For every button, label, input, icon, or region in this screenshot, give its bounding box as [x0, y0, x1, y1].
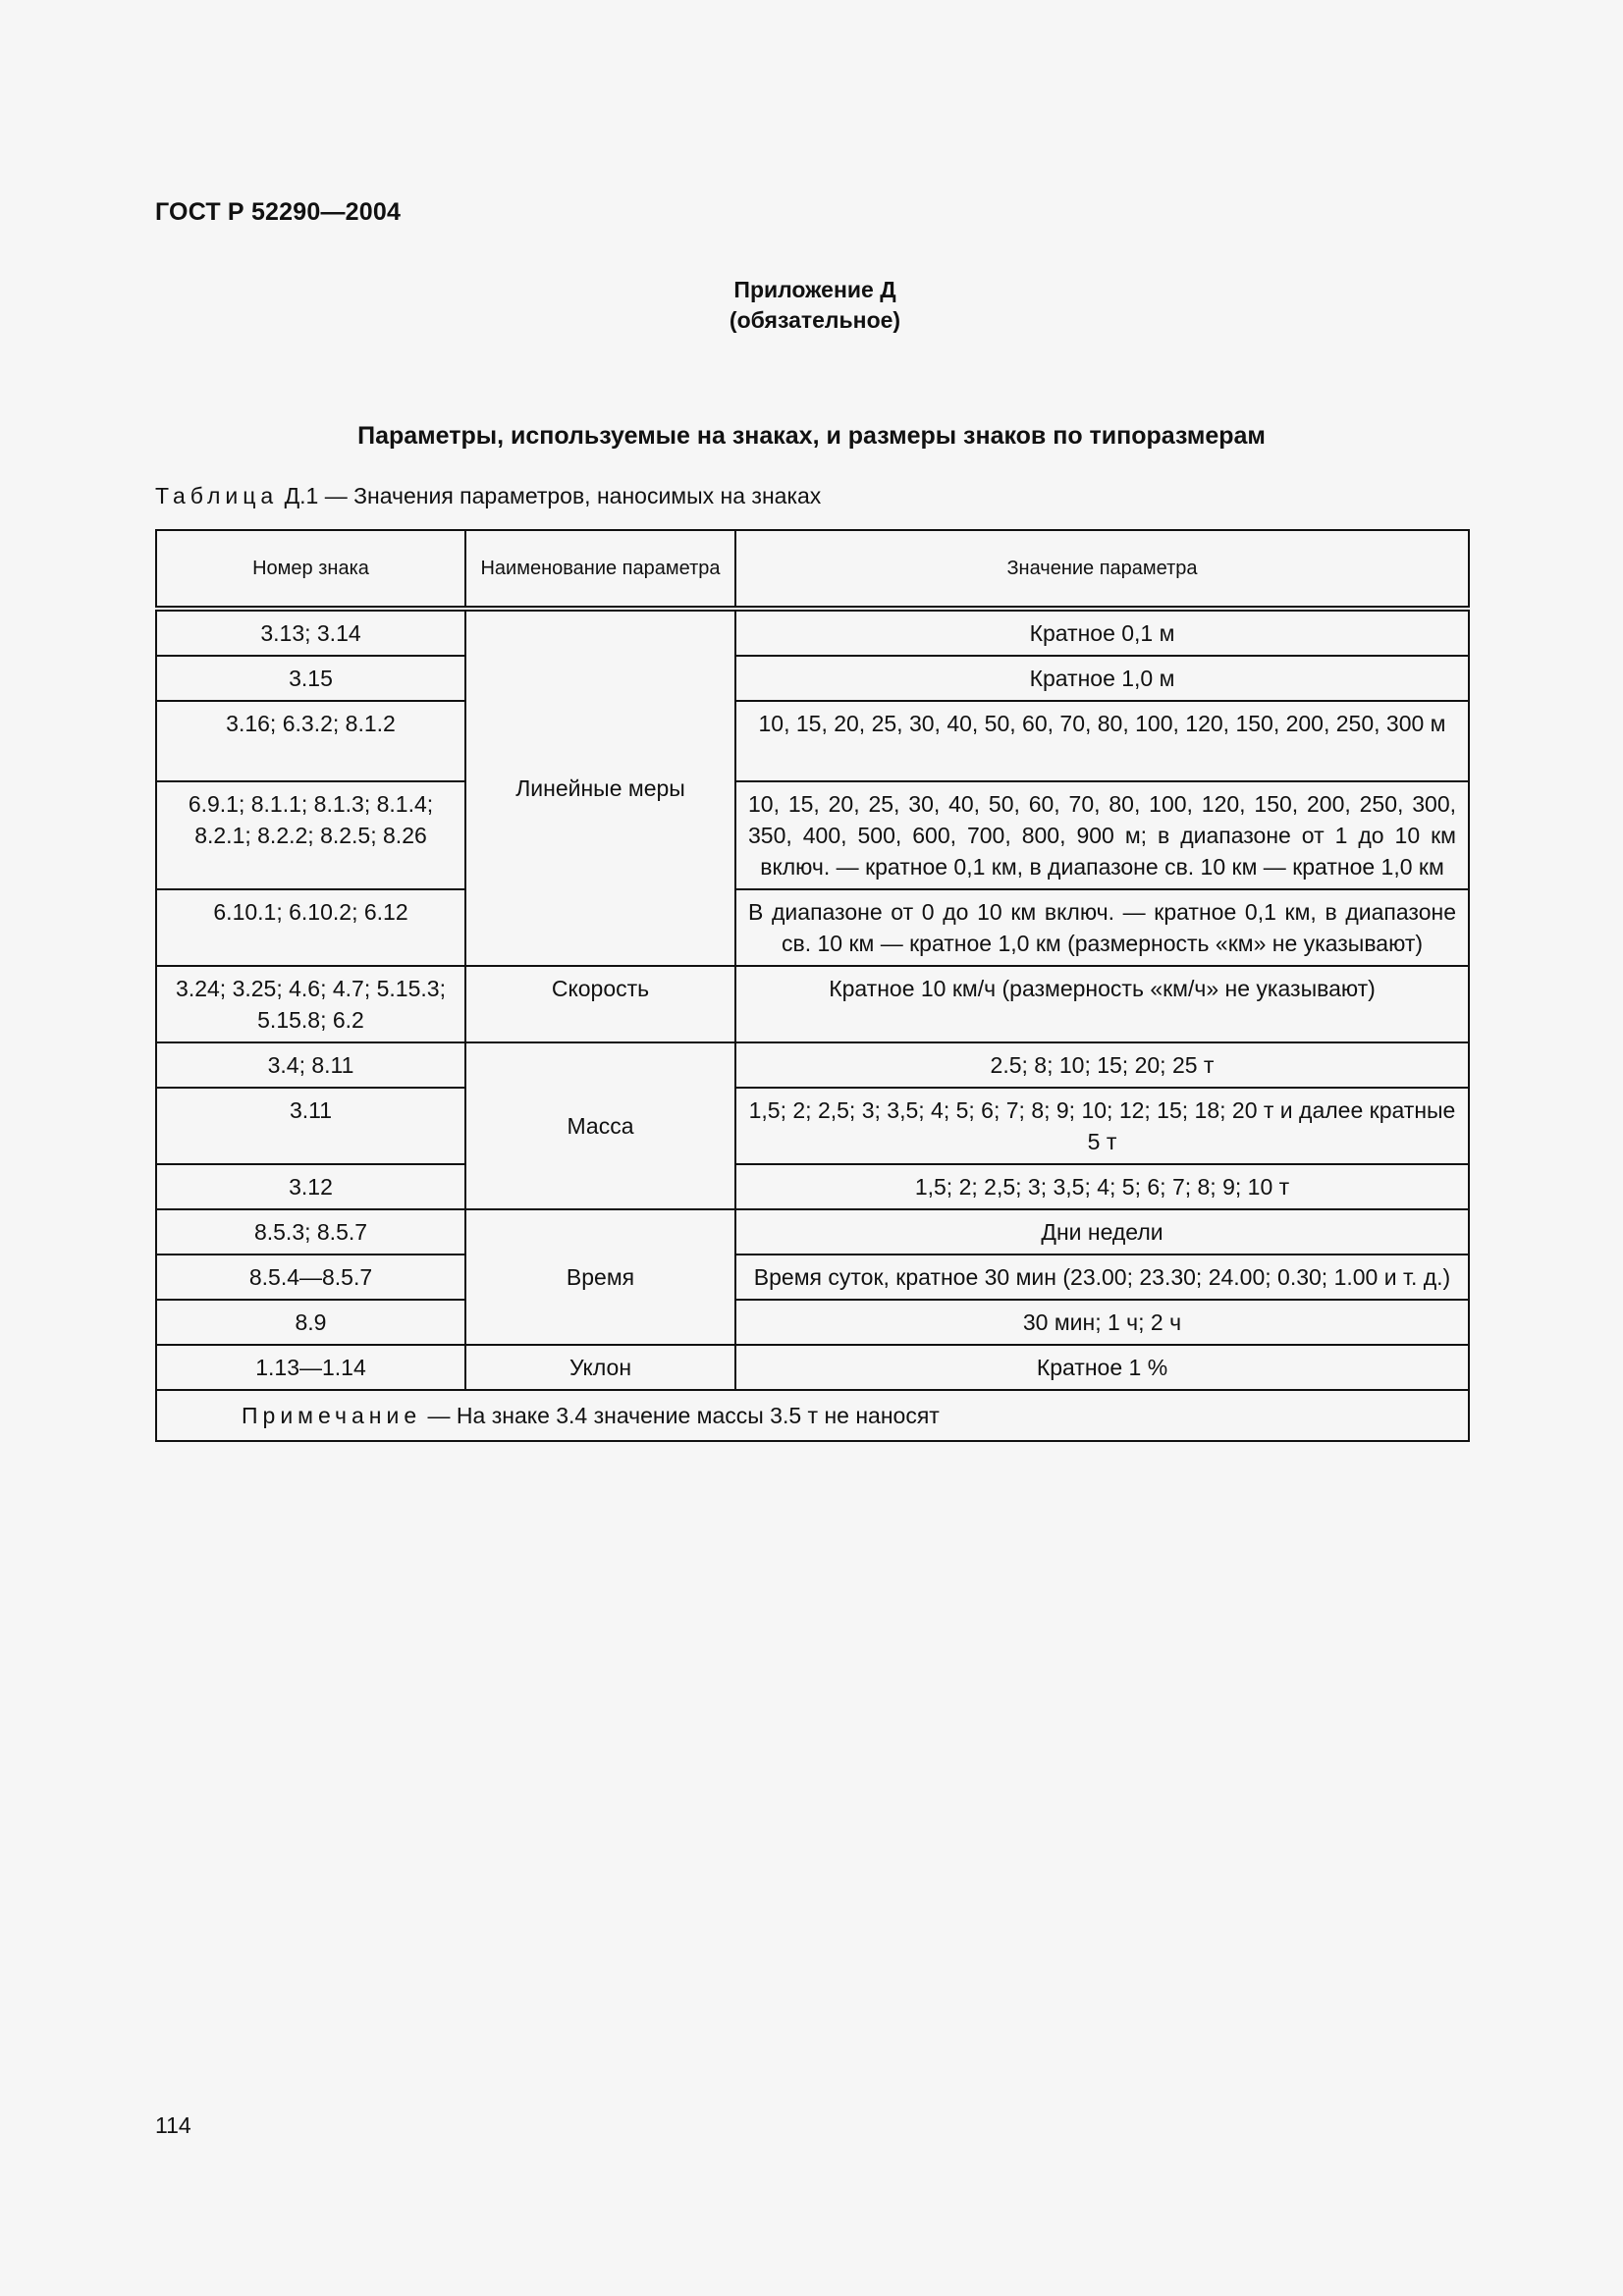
parameters-table — [155, 529, 1470, 1442]
sign-cell: 8.5.3; 8.5.7 — [156, 1209, 465, 1255]
value-cell: 1,5; 2; 2,5; 3; 3,5; 4; 5; 6; 7; 8; 9; 10 т — [735, 1164, 1469, 1209]
value-cell: Время суток, кратное 30 мин (23.00; 23.30; 24.00; 0.30; 1.00 и т. д.) — [735, 1255, 1469, 1300]
column-header-value: Значение параметра — [735, 530, 1469, 609]
table-note-row — [156, 1390, 1469, 1441]
note-text: — На знаке 3.4 значение массы 3.5 т не наносят — [427, 1403, 940, 1428]
param-cell: Масса — [465, 1042, 735, 1209]
table-caption-number: Д.1 — [284, 483, 319, 508]
sign-cell: 8.9 — [156, 1300, 465, 1345]
value-cell: В диапазоне от 0 до 10 км включ. — кратное 0,1 км, в диапазоне св. 10 км — кратное 1,0 км (размерность «км» не указывают) — [735, 889, 1469, 966]
sign-cell: 3.13; 3.14 — [156, 609, 465, 656]
value-cell: 1,5; 2; 2,5; 3; 3,5; 4; 5; 6; 7; 8; 9; 10; 12; 15; 18; 20 т и далее кратные 5 т — [735, 1088, 1469, 1164]
table-note — [156, 1390, 1469, 1441]
table-row — [156, 1164, 1469, 1209]
table-row — [156, 609, 1469, 656]
column-header-sign: Номер знака — [156, 530, 465, 609]
value-cell: 10, 15, 20, 25, 30, 40, 50, 60, 70, 80, 100, 120, 150, 200, 250, 300, 350, 400, 500, 600, 700, 800, 900 м; в диапазоне от 1 до 10 км включ. — кратное 0,1 км, в диапазоне св. 10 км — кратное 1,0 км — [735, 781, 1469, 889]
sign-cell: 6.10.1; 6.10.2; 6.12 — [156, 889, 465, 966]
column-header-param: Наименование параметра — [465, 530, 735, 609]
note-label: Примечание — [242, 1403, 422, 1428]
table-row — [156, 889, 1469, 966]
param-cell: Время — [465, 1209, 735, 1345]
table-row — [156, 701, 1469, 781]
sign-cell: 3.16; 6.3.2; 8.1.2 — [156, 701, 465, 781]
table-caption — [155, 483, 821, 509]
sign-cell: 8.5.4—8.5.7 — [156, 1255, 465, 1300]
page-number: 114 — [155, 2112, 191, 2138]
table-row — [156, 781, 1469, 889]
table-row — [156, 966, 1469, 1042]
appendix-heading — [550, 275, 1080, 336]
table-row — [156, 1345, 1469, 1390]
param-cell: Уклон — [465, 1345, 735, 1390]
table-row — [156, 1042, 1469, 1088]
value-cell: 10, 15, 20, 25, 30, 40, 50, 60, 70, 80, 100, 120, 150, 200, 250, 300 м — [735, 701, 1469, 781]
value-cell: Дни недели — [735, 1209, 1469, 1255]
sign-cell: 3.4; 8.11 — [156, 1042, 465, 1088]
sign-cell: 3.11 — [156, 1088, 465, 1164]
value-cell: 30 мин; 1 ч; 2 ч — [735, 1300, 1469, 1345]
value-cell: Кратное 10 км/ч (размерность «км/ч» не указывают) — [735, 966, 1469, 1042]
param-cell: Линейные меры — [465, 609, 735, 966]
value-cell: Кратное 1,0 м — [735, 656, 1469, 701]
sign-cell: 3.12 — [156, 1164, 465, 1209]
parameters-table-wrapper — [155, 529, 1468, 1442]
table-row — [156, 1300, 1469, 1345]
document-code: ГОСТ Р 52290—2004 — [155, 198, 402, 226]
table-header-row — [156, 530, 1469, 609]
section-title: Параметры, используемые на знаках, и размеры знаков по типоразмерам — [357, 422, 1266, 450]
appendix-status: (обязательное) — [729, 307, 901, 333]
value-cell: Кратное 1 % — [735, 1345, 1469, 1390]
table-caption-text: — Значения параметров, наносимых на знаках — [324, 483, 822, 508]
value-cell: 2.5; 8; 10; 15; 20; 25 т — [735, 1042, 1469, 1088]
sign-cell: 6.9.1; 8.1.1; 8.1.3; 8.1.4; 8.2.1; 8.2.2; 8.2.5; 8.26 — [156, 781, 465, 889]
appendix-title: Приложение Д — [733, 277, 896, 302]
sign-cell: 3.15 — [156, 656, 465, 701]
sign-cell: 3.24; 3.25; 4.6; 4.7; 5.15.3; 5.15.8; 6.2 — [156, 966, 465, 1042]
table-row — [156, 1088, 1469, 1164]
value-cell: Кратное 0,1 м — [735, 609, 1469, 656]
sign-cell: 1.13—1.14 — [156, 1345, 465, 1390]
param-cell: Скорость — [465, 966, 735, 1042]
table-caption-label: Таблица — [155, 483, 279, 508]
table-row — [156, 1209, 1469, 1255]
table-row — [156, 656, 1469, 701]
table-row — [156, 1255, 1469, 1300]
